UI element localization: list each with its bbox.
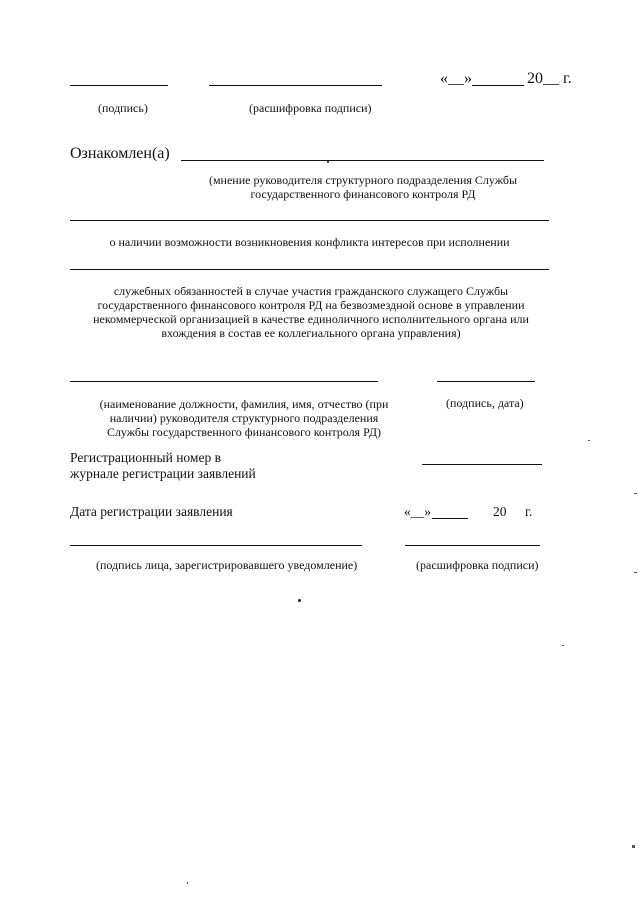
registrar-caption: (подпись лица, зарегистрировавшего уведомление) <box>96 558 358 572</box>
registration-date-suffix: г. <box>525 504 533 519</box>
duties-text: служебных обязанностей в случае участия гражданского служащего Службы государственного финансового контроля РД на безвозмездной основе в управлении некоммерческой организацией в качестве единоличного исполнительного органа или вхождения в состав ее коллегиального органа управления) <box>93 284 529 341</box>
scan-dot <box>298 599 301 602</box>
signature-decode-line <box>209 85 382 86</box>
signature-decode-caption: (расшифровка подписи) <box>249 101 372 115</box>
scan-speck <box>632 845 635 848</box>
registrar-decode-line <box>405 545 540 546</box>
opinion-line-1 <box>70 220 549 221</box>
date-year-label: 20__ г. <box>527 70 572 87</box>
acquainted-line <box>181 160 544 161</box>
registration-number-label: Регистрационный номер в журнале регистрации заявлений <box>70 450 256 481</box>
registrar-decode-caption: (расшифровка подписи) <box>416 558 539 572</box>
scan-speck <box>327 161 329 163</box>
date-day-placeholder: «__» <box>440 70 472 87</box>
date-month-line <box>472 85 524 86</box>
manager-name-caption: (наименование должности, фамилия, имя, отчество (при наличии) руководителя структурного подразделения Службы государственного финансового контроля РД) <box>99 397 389 440</box>
manager-name-line <box>70 381 378 382</box>
signature-line <box>70 85 168 86</box>
scan-speck <box>634 572 637 573</box>
registration-date-label: Дата регистрации заявления <box>70 504 233 519</box>
registrar-sign-line <box>70 545 362 546</box>
registration-date-day: «__» <box>404 504 431 519</box>
registration-date-year: 20 <box>493 504 507 519</box>
registration-number-line <box>422 464 542 465</box>
scan-speck <box>588 440 590 441</box>
opinion-caption: (мнение руководителя структурного подразделения Службы государственного финансового контроля РД <box>208 173 518 202</box>
scan-speck <box>634 493 637 494</box>
acquainted-label: Ознакомлен(а) <box>70 145 170 162</box>
registration-date-month-line <box>432 518 468 519</box>
signature-caption: (подпись) <box>98 101 148 115</box>
manager-sign-date-caption: (подпись, дата) <box>446 396 524 410</box>
opinion-line-2 <box>70 269 549 270</box>
scan-speck <box>187 882 188 884</box>
conflict-line-text: о наличии возможности возникновения конфликта интересов при исполнении <box>109 235 510 249</box>
manager-sign-line <box>437 381 535 382</box>
scan-speck <box>562 645 564 646</box>
